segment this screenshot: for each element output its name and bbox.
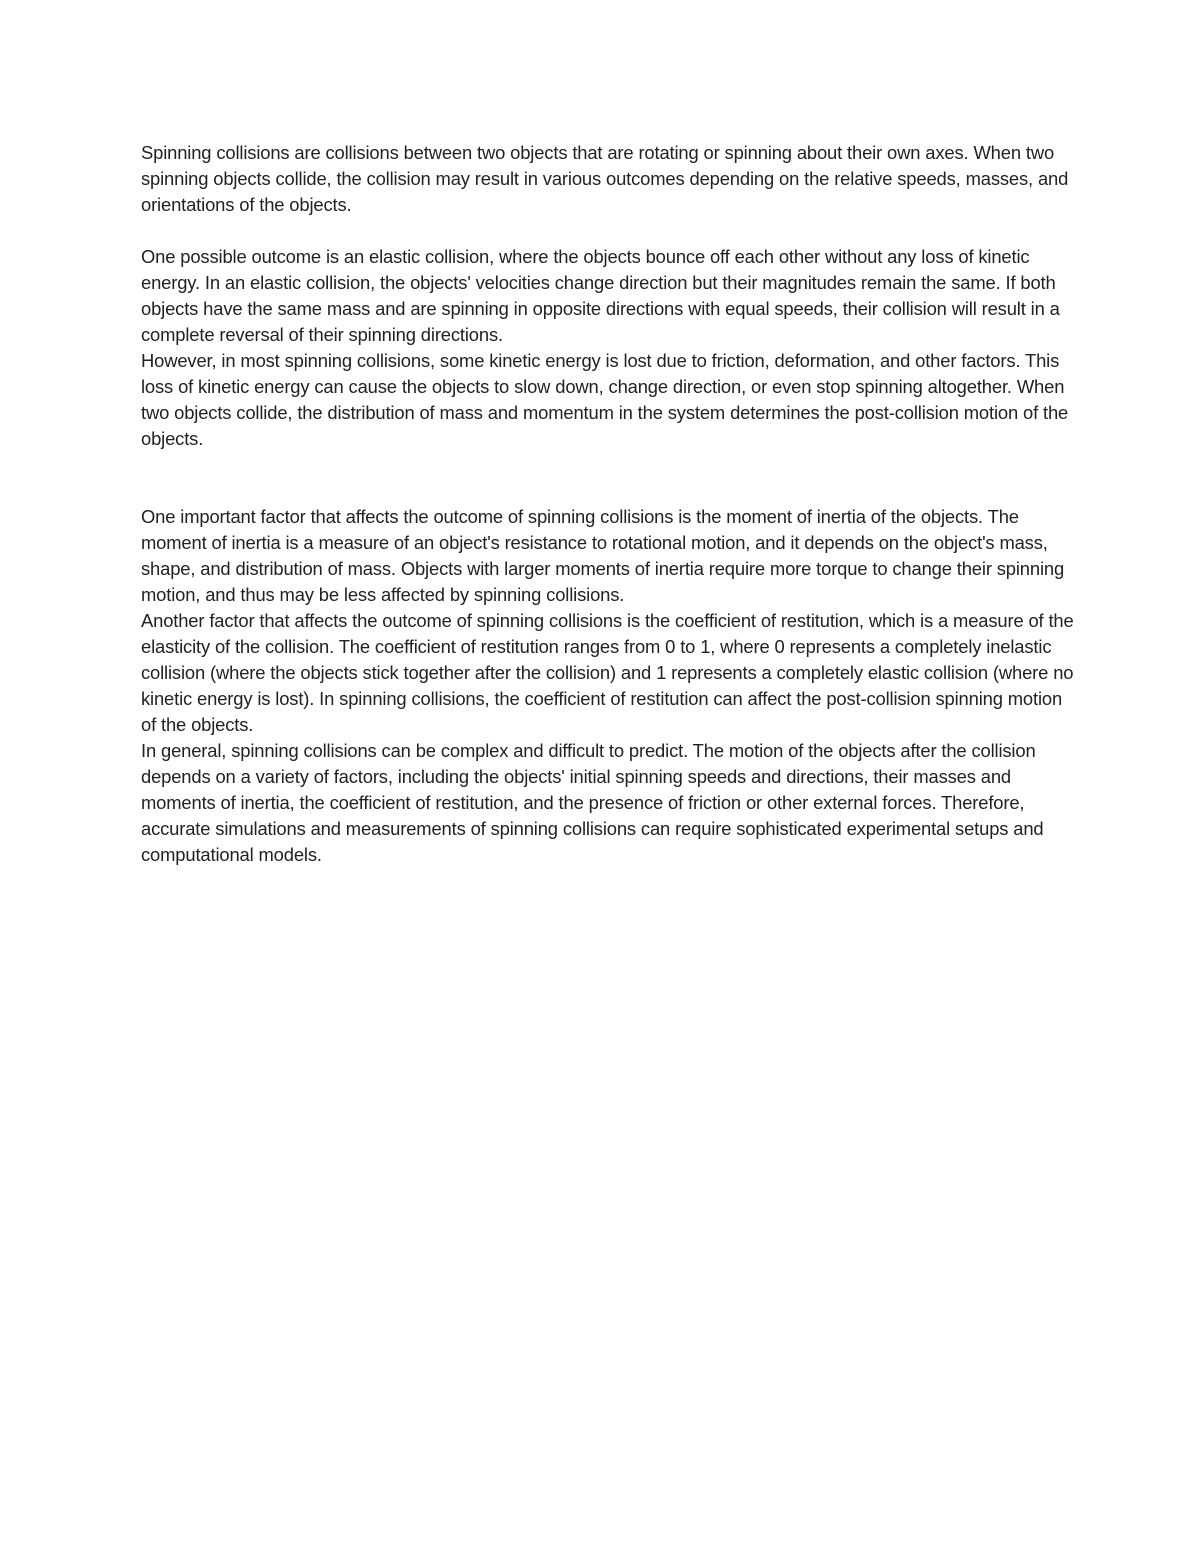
paragraph-conclusion: In general, spinning collisions can be complex and difficult to predict. The motion of the objects after the collision depends on a variety of factors, including the objects' initial spinning speeds and directions, their masses and moments of inertia, the coefficient of restitution, and the presence of friction or other external forces. Therefore, accurate simulations and measurements of spinning collisions can require sophisticated experimental setups and computational models. [141,740,1044,865]
paragraph-moment-of-inertia: One important factor that affects the outcome of spinning collisions is the moment of inertia of the objects. The moment of inertia is a measure of an object's resistance to rotational motion, and it depends on the object's mass, shape, and distribution of mass. Objects with larger moments of inertia require more torque to change their spinning motion, and thus may be less affected by spinning collisions. [141,506,1065,605]
paragraph-spacer [141,218,1076,244]
paragraph-intro: Spinning collisions are collisions between two objects that are rotating or spinning about their own axes. When two spinning objects collide, the collision may result in various outcomes depending on the relative speeds, masses, and orientations of the objects. [141,142,1069,215]
paragraph-coefficient-of-restitution: Another factor that affects the outcome of spinning collisions is the coefficient of restitution, which is a measure of the elasticity of the collision. The coefficient of restitution ranges from 0 to 1, where 0 represents a completely inelastic collision (where the objects stick together after the collision) and 1 represents a completely elastic collision (where no kinetic energy is lost). In spinning collisions, the coefficient of restitution can affect the post-collision spinning motion of the objects. [141,610,1074,735]
paragraph-spacer [141,452,1076,504]
paragraph-elastic-collision: One possible outcome is an elastic collision, where the objects bounce off each other without any loss of kinetic energy. In an elastic collision, the objects' velocities change direction but their magnitudes remain the same. If both objects have the same mass and are spinning in opposite directions with equal speeds, their collision will result in a complete reversal of their spinning directions. [141,246,1060,345]
paragraph-kinetic-energy-loss: However, in most spinning collisions, some kinetic energy is lost due to friction, deformation, and other factors. This loss of kinetic energy can cause the objects to slow down, change direction, or even stop spinning altogether. When two objects collide, the distribution of mass and momentum in the system determines the post-collision motion of the objects. [141,350,1069,449]
document-body [141,140,1076,868]
